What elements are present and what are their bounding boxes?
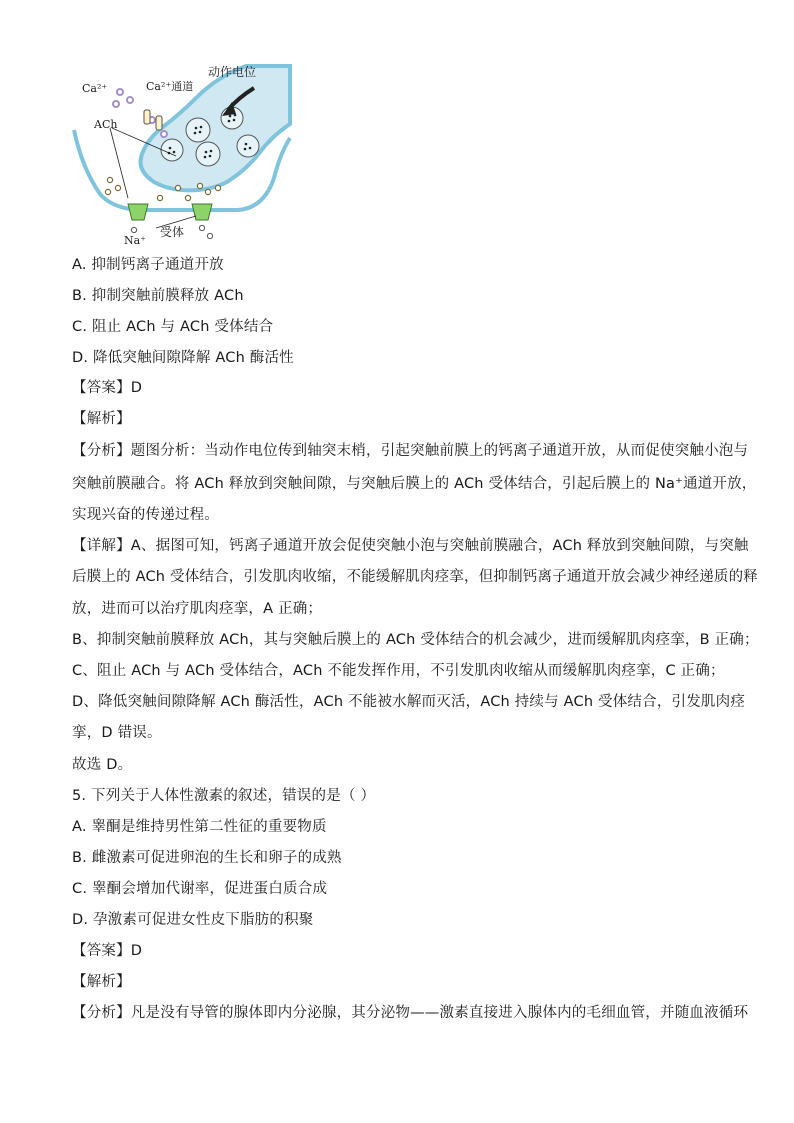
q5-option-c: C. 睾酮会增加代谢率，促进蛋白质合成 (72, 881, 328, 897)
synapse-diagram (68, 58, 298, 248)
q5-stem: 5. 下列关于人体性激素的叙述，错误的是（ ） (72, 788, 376, 804)
q4-option-d: D. 降低突触间隙降解 ACh 酶活性 (72, 350, 294, 366)
q4-detail-line-3: 放，进而可以治疗肌肉痉挛，A 正确； (72, 601, 323, 617)
q4-answer: 【答案】D (72, 380, 143, 396)
q5-option-a: A. 睾酮是维持男性第二性征的重要物质 (72, 819, 327, 835)
q5-jiexi: 【解析】 (72, 974, 131, 990)
ach-label: ACh (94, 118, 118, 131)
q5-option-b: B. 雌激素可促进卵泡的生长和卵子的成熟 (72, 850, 342, 866)
q4-analysis-line-3: 实现兴奋的传递过程。 (72, 507, 219, 523)
q4-option-a: A. 抑制钙离子通道开放 (72, 257, 224, 273)
action-potential-label: 动作电位 (208, 65, 257, 79)
q4-detail-line-6: D、降低突触间隙降解 ACh 酶活性，ACh 不能被水解而灭活，ACh 持续与 ACh 受体结合，引发肌肉痉 (72, 694, 746, 710)
ca-label: Ca²⁺ (82, 82, 108, 95)
q4-conclusion: 故选 D。 (72, 757, 133, 773)
q5-option-d: D. 孕激素可促进女性皮下脂肪的积聚 (72, 912, 314, 928)
q4-detail-line-4: B、抑制突触前膜释放 ACh，其与突触后膜上的 ACh 受体结合的机会减少，进而缓解肌肉痉挛，B 正确； (72, 632, 759, 648)
channel-label: Ca²⁺通道 (146, 80, 194, 93)
q4-option-c: C. 阻止 ACh 与 ACh 受体结合 (72, 319, 274, 335)
q4-jiexi: 【解析】 (72, 411, 131, 427)
q4-detail-line-7: 挛，D 错误。 (72, 725, 162, 741)
q4-analysis-line-2: 突触前膜融合。将 ACh 释放到突触间隙，与突触后膜上的 ACh 受体结合，引起后膜上的 Na⁺通道开放， (72, 476, 757, 492)
q4-option-b: B. 抑制突触前膜释放 ACh (72, 288, 244, 304)
q5-answer: 【答案】D (72, 943, 143, 959)
receptor-label: 受体 (160, 225, 185, 239)
na-label: Na⁺ (124, 234, 146, 247)
q4-detail-line-2: 后膜上的 ACh 受体结合，引发肌肉收缩，不能缓解肌肉痉挛，但抑制钙离子通道开放会减少神经递质的释 (72, 569, 758, 585)
q4-detail-line-1: 【详解】A、据图可知，钙离子通道开放会促使突触小泡与突触前膜融合，ACh 释放到突触间隙，与突触 (72, 538, 749, 554)
q4-detail-line-5: C、阻止 ACh 与 ACh 受体结合，ACh 不能发挥作用，不引发肌肉收缩从而缓解肌肉痉挛，C 正确； (72, 663, 725, 679)
q5-analysis: 【分析】凡是没有导管的腺体即内分泌腺，其分泌物——激素直接进入腺体内的毛细血管，并随血液循环 (72, 1005, 749, 1021)
q4-analysis-line-1: 【分析】题图分析：当动作电位传到轴突末梢，引起突触前膜上的钙离子通道开放，从而促使突触小泡与 (72, 443, 749, 459)
